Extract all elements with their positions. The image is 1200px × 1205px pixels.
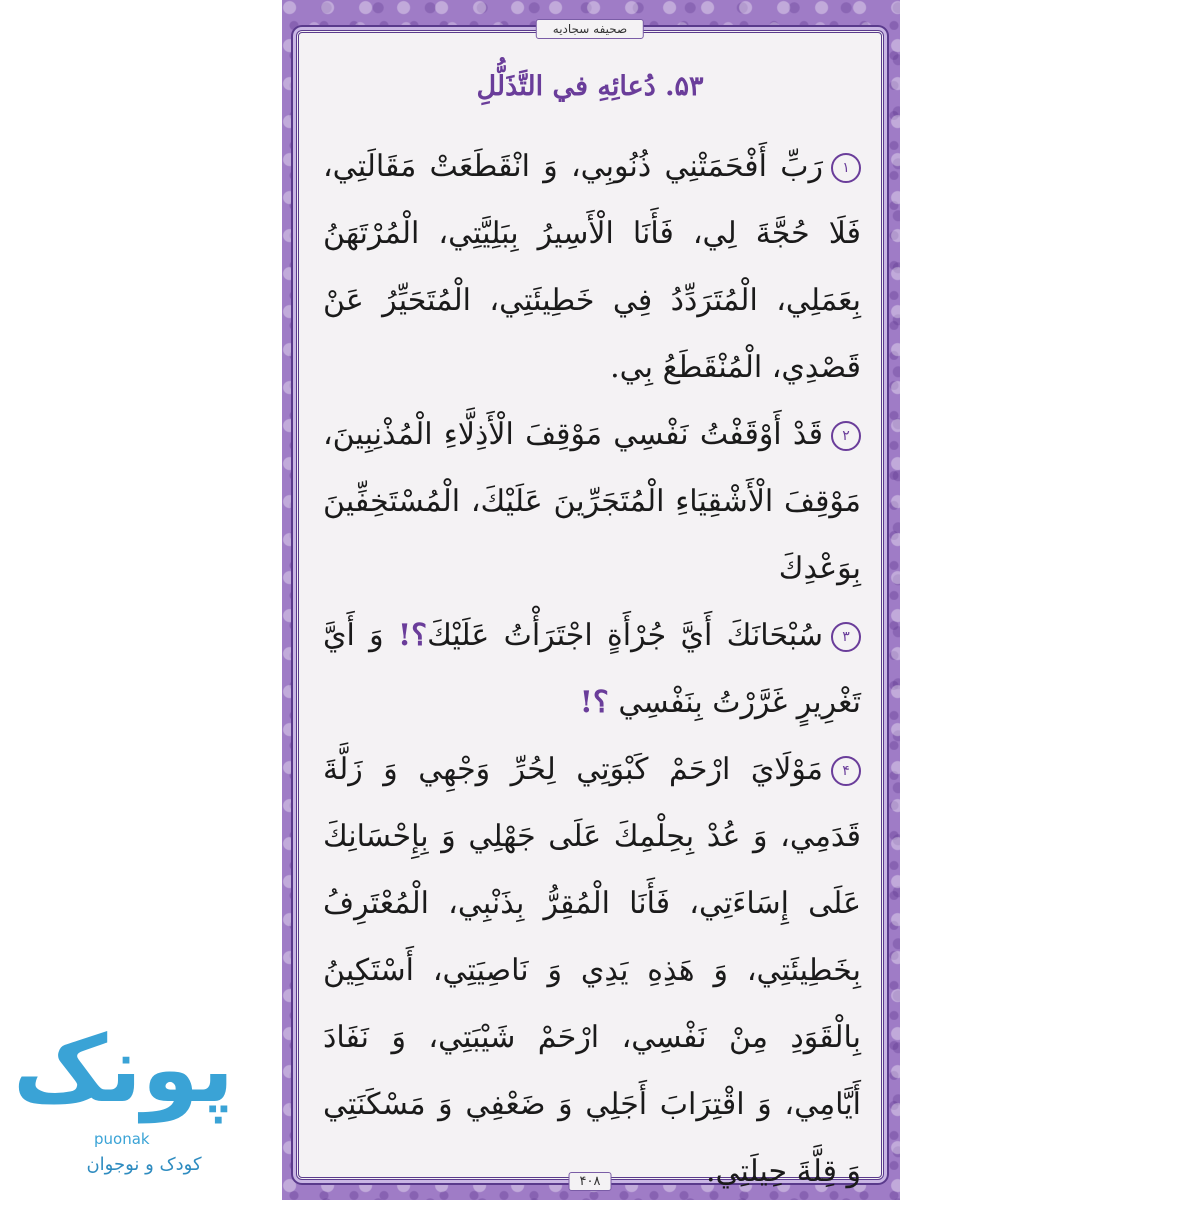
- verse-number-badge: ۴: [831, 756, 861, 786]
- book-page: [282, 0, 900, 1200]
- verse-number-badge: ۲: [831, 421, 861, 451]
- brand-logo: [13, 1010, 244, 1190]
- paragraph-text: قَدْ أَوْقَفْتُ نَفْسِي مَوْقِفَ الْأَذِلَّاءِ الْمُذْنِبِينَ، مَوْقِفَ الْأَشْقِيَاءِ الْمُتَجَرِّينَ عَلَيْكَ، الْمُسْتَخِفِّينَ بِوَعْدِكَ: [323, 417, 861, 586]
- paragraph-1: [323, 133, 861, 401]
- exclamation-mark: ؟!: [398, 618, 428, 653]
- paragraph-text: سُبْحَانَكَ أَيَّ جُرْأَةٍ اجْتَرَأْتُ عَلَيْكَ: [427, 618, 823, 653]
- paragraph-text: مَوْلَايَ ارْحَمْ كَبْوَتِي لِحُرِّ وَجْهِي وَ زَلَّةَ قَدَمِي، وَ عُدْ بِحِلْمِكَ عَلَى جَهْلِي وَ بِإِحْسَانِكَ عَلَى إِسَاءَتِي، فَأَنَا الْمُقِرُّ بِذَنْبِي، الْمُعْتَرِفُ بِخَطِيئَتِي، وَ هَذِهِ يَدِي وَ نَاصِيَتِي، أَسْتَكِينُ بِالْقَوَدِ مِنْ نَفْسِي، ارْحَمْ شَيْبَتِي، وَ نَفَادَ أَيَّامِي، وَ اقْتِرَابَ أَجَلِي وَ ضَعْفِي وَ مَسْكَنَتِي وَ قِلَّةَ حِيلَتِي.: [323, 752, 861, 1189]
- exclamation-mark: ؟!: [579, 685, 609, 720]
- paragraph-3: [323, 602, 861, 736]
- page-border: [296, 22, 884, 1189]
- logo-latin-text: puonak: [94, 1130, 150, 1148]
- prayer-text: [323, 133, 861, 1205]
- paragraph-4: [323, 736, 861, 1205]
- paragraph-text: وَ أَيَّ تَغْرِيرٍ غَرَّرْتُ بِنَفْسِي: [323, 618, 861, 720]
- verse-number-badge: ۳: [831, 622, 861, 652]
- page-number: ۴۰۸: [569, 1172, 612, 1191]
- logo-mark: پونک: [13, 1016, 234, 1123]
- verse-number-badge: ۱: [831, 153, 861, 183]
- paragraph-2: [323, 401, 861, 602]
- running-header: صحیفه سجادیه: [536, 19, 644, 39]
- logo-subtitle: کودک و نوجوان: [86, 1154, 202, 1175]
- page-title: ۵۳. دُعائِهِ في التَّذَلُّلِ: [476, 71, 704, 102]
- paragraph-text: رَبِّ أَفْحَمَتْنِي ذُنُوبِي، وَ انْقَطَعَتْ مَقَالَتِي، فَلَا حُجَّةَ لِي، فَأَنَا الْأَسِيرُ بِبَلِيَّتِي، الْمُرْتَهَنُ بِعَمَلِي، الْمُتَرَدِّدُ فِي خَطِيئَتِي، الْمُتَحَيِّرُ عَنْ قَصْدِي، الْمُنْقَطَعُ بِي.: [323, 149, 861, 385]
